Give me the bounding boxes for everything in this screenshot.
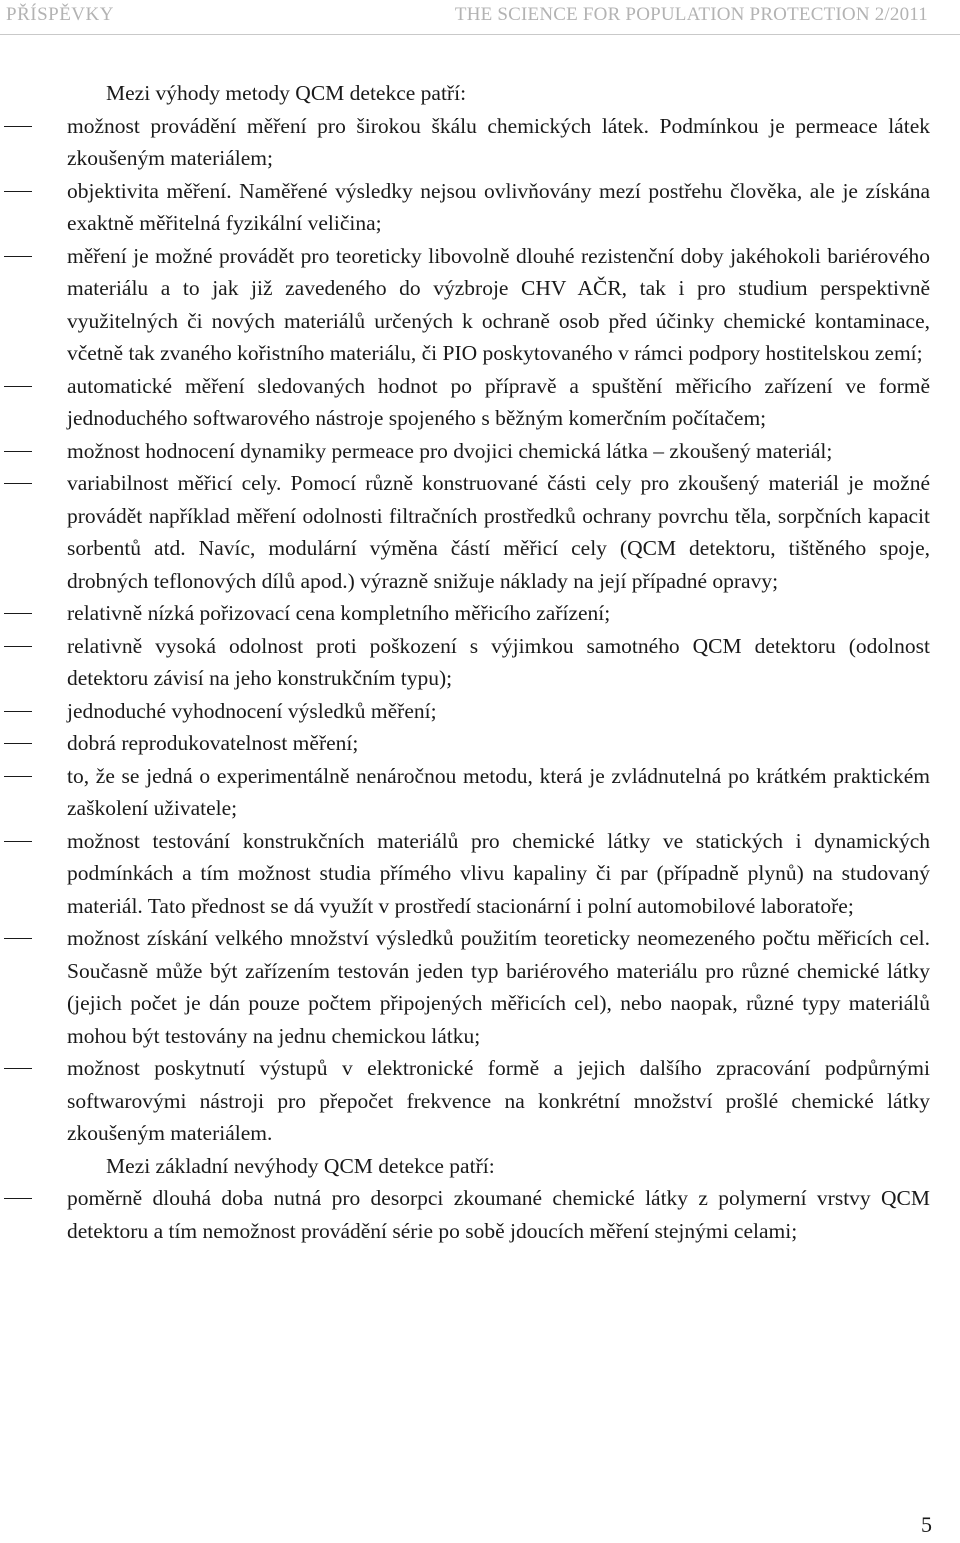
list-item: dobrá reprodukovatelnost měření; — [0, 727, 960, 760]
advantages-list — [0, 110, 960, 1150]
section-label: PŘÍSPĚVKY — [6, 4, 114, 25]
list-item: poměrně dlouhá doba nutná pro desorpci zkoumané chemické látky z polymerní vrstvy QCM detektoru a tím nemožnost provádění série po sobě jdoucích měření stejnými celami; — [0, 1182, 960, 1247]
journal-title: THE SCIENCE FOR POPULATION PROTECTION 2/2011 — [454, 4, 928, 25]
list-item: automatické měření sledovaných hodnot po přípravě a spuštění měřicího zařízení ve formě jednoduchého softwarového nástroje spojeného s běžným komerčním počítačem; — [0, 370, 960, 435]
running-header — [0, 0, 960, 35]
disadvantages-intro: Mezi základní nevýhody QCM detekce patří: — [106, 1153, 495, 1178]
list-item: to, že se jedná o experimentálně nenáročnou metodu, která je zvládnutelná po krátkém praktickém zaškolení uživatele; — [0, 760, 960, 825]
list-item: měření je možné provádět pro teoreticky libovolně dlouhé rezistenční doby jakéhokoli bariérového materiálu a to jak již zavedeného do výzbroje CHV AČR, tak i pro studium perspektivně využitelných či nových materiálů určených k ochraně osob před účinky chemické kontaminace, včetně tak zvaného kořistního materiálu, či PIO poskytovaného v rámci podpory hostitelskou zemí; — [0, 240, 960, 370]
page-number: 5 — [921, 1512, 932, 1537]
list-item: možnost provádění měření pro širokou škálu chemických látek. Podmínkou je permeace látek zkoušeným materiálem; — [0, 110, 960, 175]
body-text — [0, 77, 960, 1247]
list-item: možnost hodnocení dynamiky permeace pro dvojici chemická látka – zkoušený materiál; — [0, 435, 960, 468]
list-item: možnost získání velkého množství výsledků použitím teoreticky neomezeného počtu měřicích cel. Současně může být zařízením testován jeden typ bariérového materiálu pro různé chemické látky (jejich počet je dán pouze počtem připojených měřicích cel), nebo naopak, různé typy materiálů mohou být testovány na jednu chemickou látku; — [0, 922, 960, 1052]
list-item: jednoduché vyhodnocení výsledků měření; — [0, 695, 960, 728]
list-item: variabilnost měřicí cely. Pomocí různě konstruované části cely pro zkoušený materiál je možné provádět například měření odolnosti filtračních prostředků ochrany povrchu těla, sorpčních kapacit sorbentů atd. Navíc, modulární výměna částí měřicí cely (QCM detektoru, tištěného spoje, drobných teflonových dílů apod.) výrazně snižuje náklady na její případné opravy; — [0, 467, 960, 597]
disadvantages-list — [0, 1182, 960, 1247]
list-item: relativně nízká pořizovací cena kompletního měřicího zařízení; — [0, 597, 960, 630]
list-item: možnost poskytnutí výstupů v elektronické formě a jejich dalšího zpracování podpůrnými softwarovými nástroji pro přepočet frekvence na konkrétní množství prošlé chemické látky zkoušeným materiálem. — [0, 1052, 960, 1150]
advantages-intro: Mezi výhody metody QCM detekce patří: — [106, 81, 467, 105]
list-item: objektivita měření. Naměřené výsledky nejsou ovlivňovány mezí postřehu člověka, ale je získána exaktně měřitelná fyzikální veličina; — [0, 175, 960, 240]
list-item: možnost testování konstrukčních materiálů pro chemické látky ve statických i dynamických podmínkách a tím možnost studia přímého vlivu kapaliny či par (případně plynů) na studovaný materiál. Tato přednost se dá využít v prostředí stacionární i polní automobilové laboratoře; — [0, 825, 960, 923]
list-item: relativně vysoká odolnost proti poškození s výjimkou samotného QCM detektoru (odolnost detektoru závisí na jeho konstrukčním typu); — [0, 630, 960, 695]
